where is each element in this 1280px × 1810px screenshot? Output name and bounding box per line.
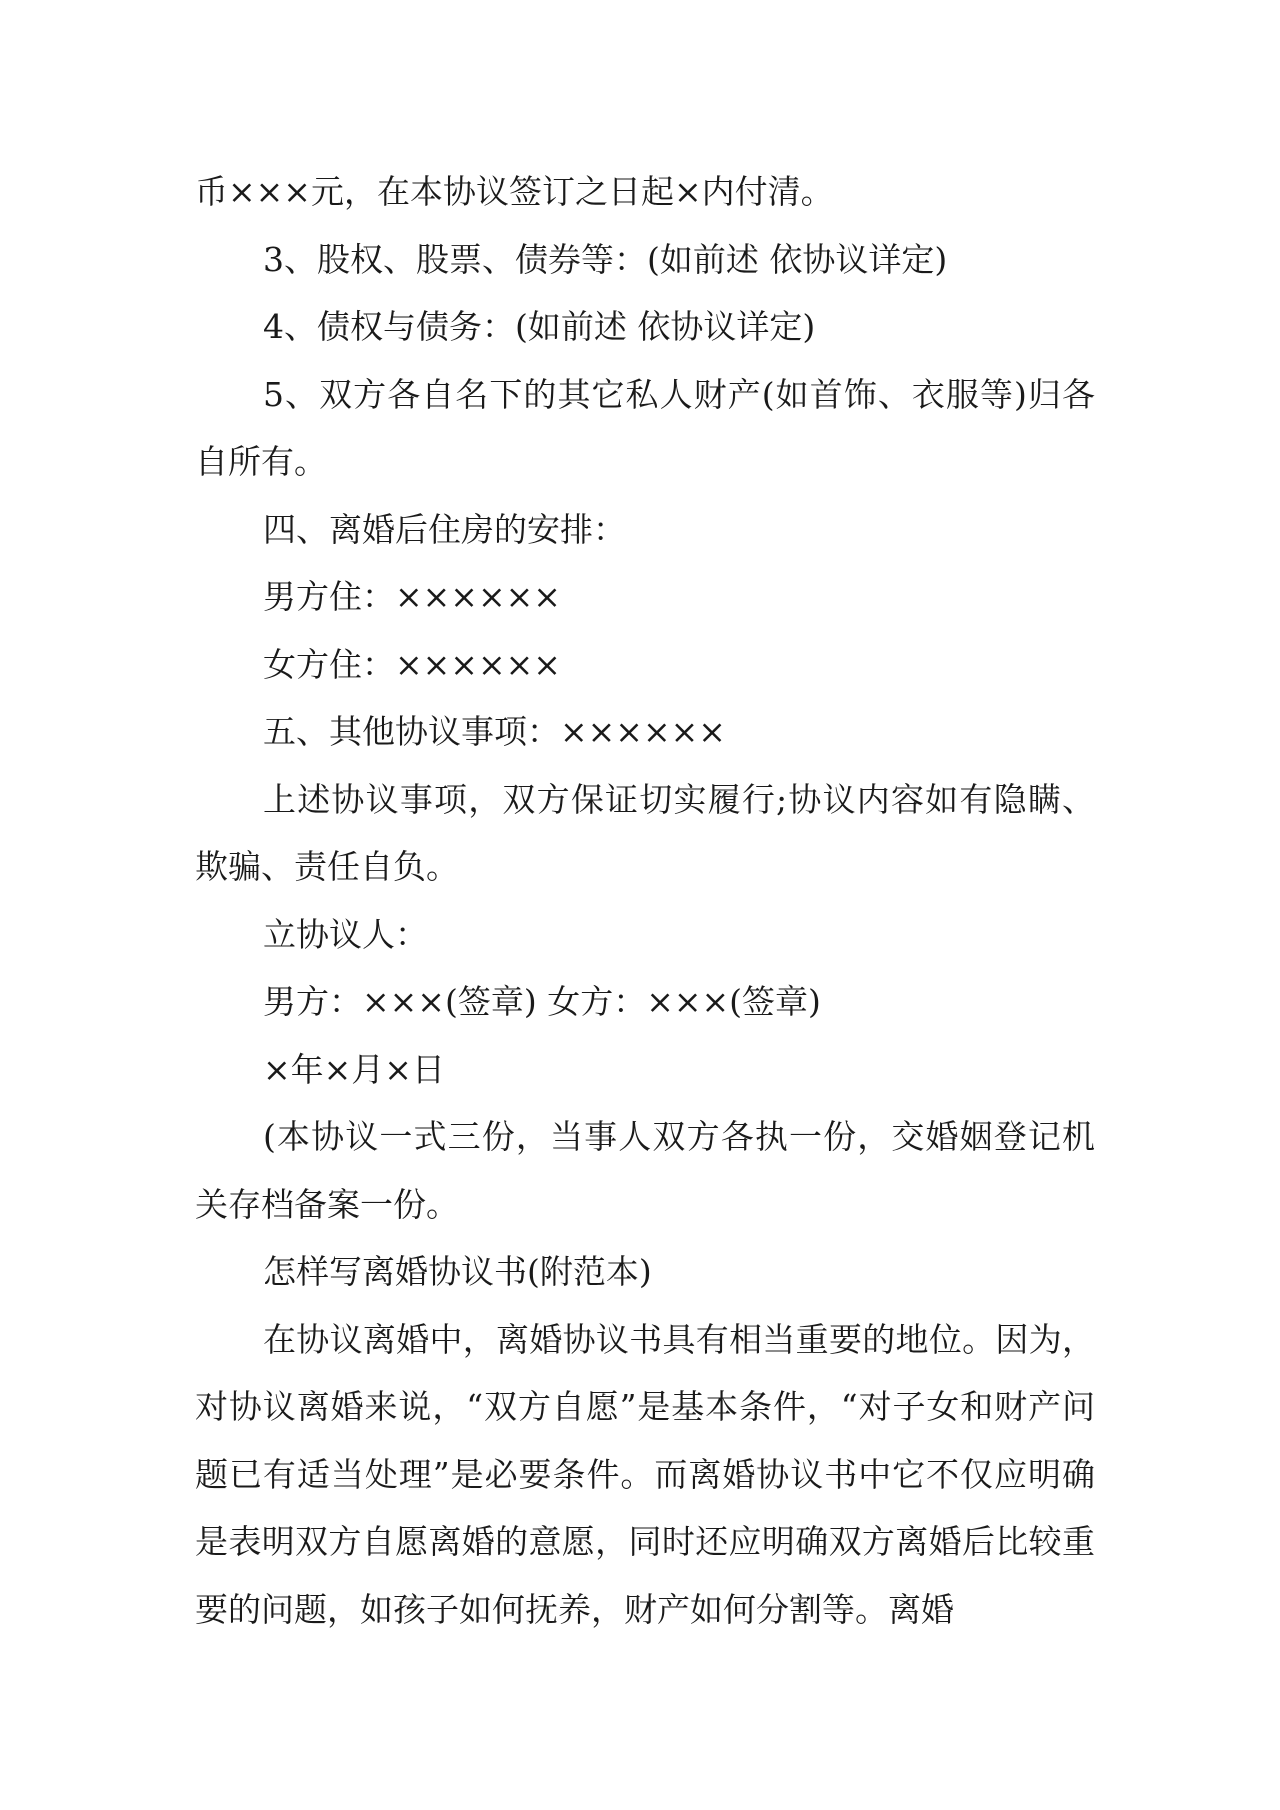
- document-body: [195, 158, 1095, 1643]
- paragraph-item-5-personal-property: 5、双方各自名下的其它私人财产(如首饰、衣服等)归各自所有。: [195, 374, 1095, 481]
- paragraph-explanation: 在协议离婚中，离婚协议书具有相当重要的地位。因为，对协议离婚来说，“双方自愿”是基本条件，“对子女和财产问题已有适当处理”是必要条件。而离婚协议书中它不仅应明确是表明双方自愿离婚的意愿，同时还应明确双方离婚后比较重要的问题，如孩子如何抚养，财产如何分割等。离婚: [195, 1319, 1095, 1629]
- section-title-how-to-write: 怎样写离婚协议书(附范本): [263, 1252, 652, 1291]
- paragraph-guarantee: 上述协议事项，双方保证切实履行;协议内容如有隐瞒、欺骗、责任自负。: [195, 779, 1095, 886]
- section-heading-other-matters: 五、其他协议事项：××××××: [263, 712, 726, 751]
- paragraph-item-3-equity: 3、股权、股票、债券等：(如前述 依协议详定): [263, 239, 948, 279]
- paragraph-date: ×年×月×日: [263, 1049, 445, 1089]
- section-heading-housing: 四、离婚后住房的安排：: [263, 509, 626, 549]
- paragraph-item-4-debts: 4、债权与债务：(如前述 依协议详定): [263, 307, 816, 346]
- paragraph-signatures: 男方：×××(签章) 女方：×××(签章): [263, 982, 821, 1021]
- paragraph-female-housing: 女方住：××××××: [263, 644, 561, 684]
- paragraph-payment-clause: 币×××元，在本协议签订之日起×内付清。: [195, 172, 834, 211]
- paragraph-copies-note: (本协议一式三份，当事人双方各执一份，交婚姻登记机关存档备案一份。: [195, 1117, 1095, 1224]
- paragraph-male-housing: 男方住：××××××: [263, 577, 561, 616]
- paragraph-signatories-label: 立协议人：: [263, 914, 428, 954]
